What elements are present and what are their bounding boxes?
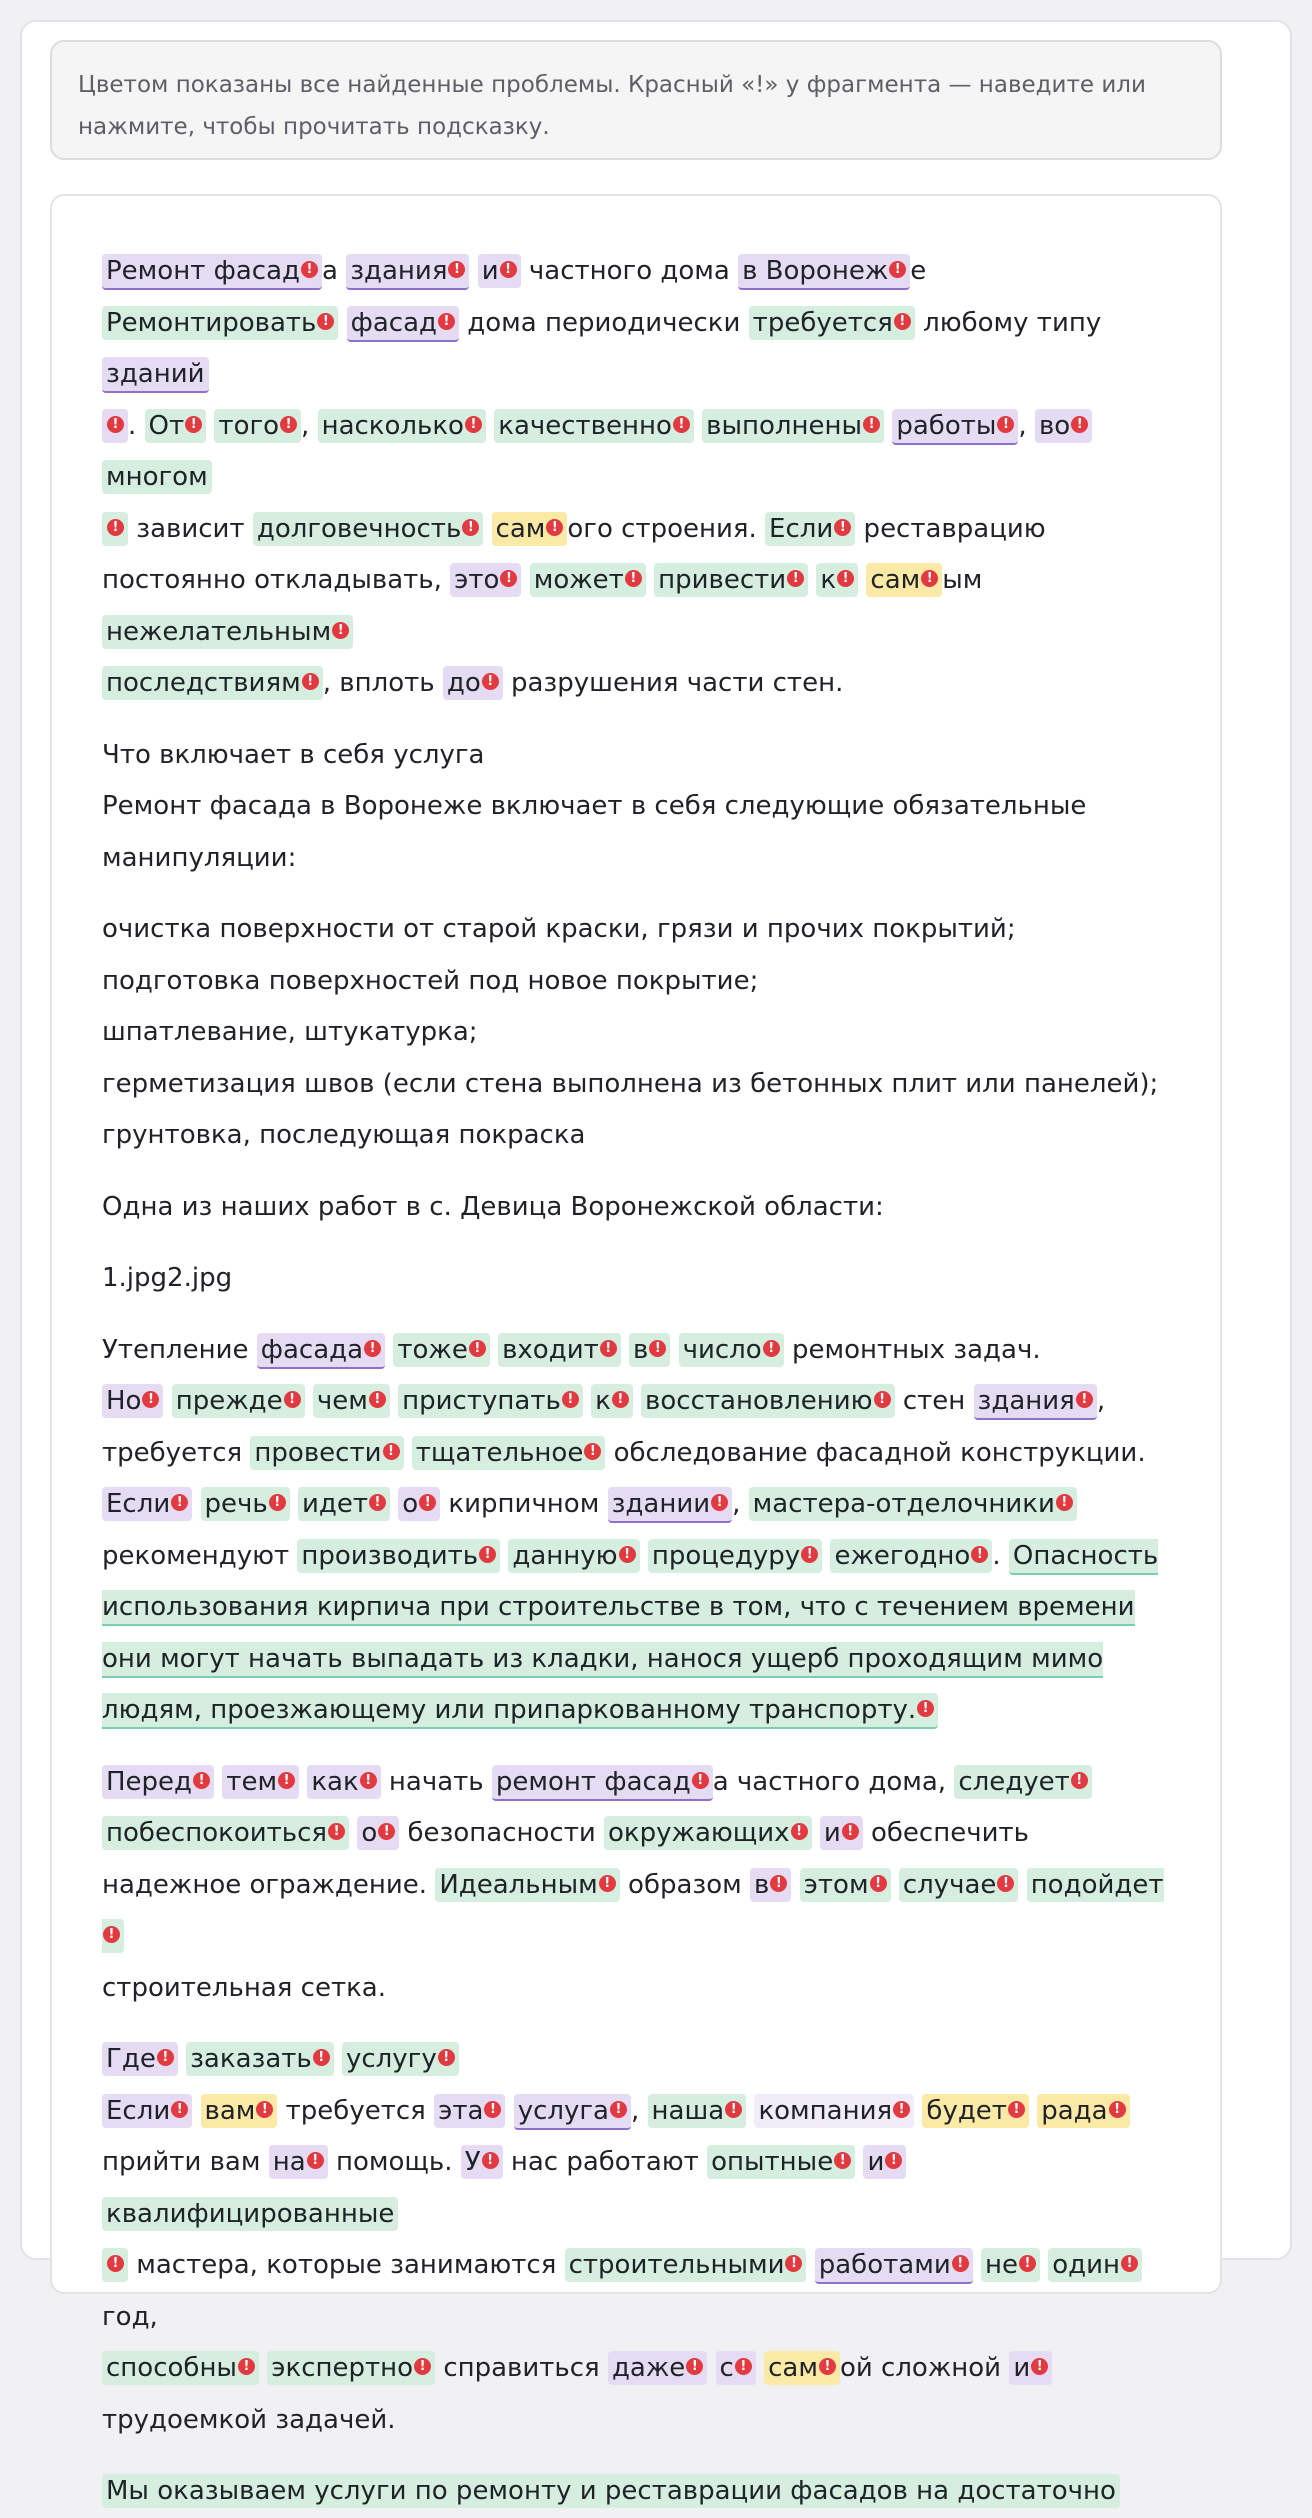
text: трудоемкой задачей. — [102, 2404, 396, 2435]
text — [338, 308, 346, 338]
issue-fragment[interactable]: последствиям ! — [102, 666, 323, 700]
issue-fragment[interactable]: здании ! — [608, 1487, 733, 1523]
issue-fragment[interactable]: здания ! — [974, 1384, 1097, 1420]
alert-marker-icon[interactable]: ! — [328, 1823, 345, 1840]
alert-marker-icon[interactable]: ! — [448, 261, 465, 278]
alert-marker-icon[interactable]: ! — [917, 1700, 934, 1717]
alert-marker-icon[interactable]: ! — [874, 1391, 891, 1408]
alert-marker-icon[interactable]: ! — [479, 1546, 496, 1563]
issue-fragment[interactable]: этом ! — [800, 1868, 891, 1902]
issue-fragment[interactable]: Если ! — [102, 1487, 192, 1521]
text: е — [910, 256, 927, 286]
alert-marker-icon[interactable]: ! — [280, 416, 297, 433]
text: нас работают — [502, 2147, 708, 2177]
alert-marker-icon[interactable]: ! — [462, 519, 479, 536]
issue-fragment[interactable]: данную ! — [508, 1539, 639, 1573]
text: ой сложной — [839, 2353, 1010, 2383]
text — [521, 565, 529, 595]
issue-fragment[interactable]: нежелательным ! — [102, 615, 353, 649]
text: начать — [380, 1766, 492, 1797]
alert-marker-icon[interactable]: ! — [103, 1926, 120, 1943]
issue-fragment[interactable]: От ! — [145, 409, 207, 443]
issue-fragment[interactable] — [102, 2248, 128, 2282]
issue-fragment[interactable]: и ! — [478, 254, 521, 288]
issue-fragment[interactable]: требуется ! — [749, 306, 915, 340]
issue-fragment[interactable]: Где ! — [102, 2042, 178, 2076]
issue-fragment[interactable]: услугу ! — [342, 2042, 459, 2076]
text: требуется — [277, 2095, 435, 2126]
text: безопасности — [399, 1818, 605, 1848]
alert-marker-icon[interactable]: ! — [1071, 1772, 1088, 1789]
alert-marker-icon[interactable]: ! — [1109, 2101, 1126, 2118]
issue-fragment[interactable]: зданий — [102, 357, 209, 393]
list-item: шпатлевание, штукатурка; — [102, 1017, 478, 1047]
alert-marker-icon[interactable]: ! — [369, 1391, 386, 1408]
issue-fragment[interactable]: Если ! — [102, 2094, 192, 2128]
paragraph-5 — [102, 2466, 1170, 2518]
alert-marker-icon[interactable]: ! — [378, 1823, 395, 1840]
alert-marker-icon[interactable]: ! — [302, 673, 319, 690]
paragraph-4: Где ! заказать ! услугу ! Если ! вам ! требуется эта ! услуга ! , наша ! компания ! будет ! рада ! прийти вам на ! помощь. У ! нас работают опытные ! и ! квалифицированные ! мастера, которые занимаются строительными ! работами ! не ! один ! год, способны ! экспертно ! справиться даже ! с ! сам ! ой сложной и ! трудоемкой задачей. — [102, 2034, 1170, 2446]
issue-fragment[interactable]: это ! — [450, 563, 521, 597]
issue-fragment[interactable]: Идеальным ! — [435, 1868, 619, 1902]
issue-fragment[interactable]: на ! — [269, 2145, 328, 2179]
alert-marker-icon[interactable]: ! — [893, 2101, 910, 2118]
issue-fragment[interactable]: наша ! — [648, 2094, 747, 2128]
alert-marker-icon[interactable]: ! — [414, 2358, 431, 2375]
issue-fragment[interactable]: идет ! — [298, 1487, 390, 1521]
alert-marker-icon[interactable]: ! — [997, 416, 1014, 433]
issue-fragment[interactable]: входит ! — [498, 1333, 621, 1367]
issue-fragment[interactable]: строительными ! — [565, 2248, 807, 2282]
alert-marker-icon[interactable]: ! — [185, 416, 202, 433]
text: а — [321, 256, 347, 286]
issue-fragment[interactable]: опытные ! — [707, 2145, 855, 2179]
alert-marker-icon[interactable]: ! — [791, 1823, 808, 1840]
alert-marker-icon[interactable]: ! — [1008, 2101, 1025, 2118]
alert-marker-icon[interactable]: ! — [313, 2049, 330, 2066]
alert-marker-icon[interactable]: ! — [465, 416, 482, 433]
alert-marker-icon[interactable]: ! — [500, 570, 517, 587]
alert-marker-icon[interactable]: ! — [419, 1494, 436, 1511]
issue-fragment[interactable]: провести ! — [250, 1436, 403, 1470]
list-item: очистка поверхности от старой краски, грязи и прочих покрытий; — [102, 914, 1016, 944]
alert-marker-icon[interactable]: ! — [1019, 2255, 1036, 2272]
alert-marker-icon[interactable]: ! — [889, 261, 906, 278]
alert-marker-icon[interactable]: ! — [438, 2049, 455, 2066]
alert-marker-icon[interactable]: ! — [278, 1772, 295, 1789]
alert-marker-icon[interactable]: ! — [819, 2358, 836, 2375]
issue-fragment[interactable]: того ! — [214, 409, 301, 443]
alert-marker-icon[interactable]: ! — [107, 416, 124, 433]
issue-fragment[interactable]: Если ! — [765, 512, 855, 546]
issue-fragment[interactable]: как ! — [307, 1765, 380, 1799]
issue-fragment[interactable]: способны ! — [102, 2351, 259, 2385]
paragraph-2: Утепление фасада ! тоже ! входит ! в ! число ! ремонтных задач. Но ! прежде ! чем ! приступать ! к ! восстановлению ! стен здания ! , требуется провести ! тщательное ! обследование фасадной конструкции. Если ! речь ! идет ! о ! кирпичном здании ! , мастера-отделочники ! рекомендуют производить ! данную ! процедуру ! ежегодно ! . Опасность использования кирпича при строительстве в том, что с течением времени они могут начать выпадать из кладки, нанося ущерб проходящим мимо людям, проезжающему или припаркованному транспорту. ! — [102, 1325, 1170, 1737]
alert-marker-icon[interactable]: ! — [1056, 1494, 1073, 1511]
services-list — [102, 904, 1170, 1162]
alert-marker-icon[interactable]: ! — [787, 570, 804, 587]
hint-text: Цветом показаны все найденные проблемы. Красный «!» у фрагмента — наведите или нажмите, чтобы прочитать подсказку. — [78, 72, 1146, 140]
issue-fragment[interactable]: сам ! — [866, 563, 942, 597]
issue-fragment[interactable] — [102, 512, 128, 546]
alert-marker-icon[interactable]: ! — [107, 2255, 124, 2272]
text: ремонтных задач. — [783, 1334, 1041, 1365]
alert-marker-icon[interactable]: ! — [894, 313, 911, 330]
alert-marker-icon[interactable]: ! — [952, 2255, 969, 2272]
issue-fragment[interactable]: речь ! — [201, 1487, 290, 1521]
alert-marker-icon[interactable]: ! — [834, 519, 851, 536]
alert-marker-icon[interactable]: ! — [284, 1391, 301, 1408]
text: год, — [102, 2301, 158, 2332]
text: прийти вам — [102, 2147, 269, 2177]
text: частного дома — [520, 256, 739, 286]
issue-fragment[interactable]: Мы оказываем услуги по ремонту и реставрации фасадов на достаточно — [102, 2474, 1120, 2508]
alert-marker-icon[interactable]: ! — [383, 1443, 400, 1460]
issue-fragment[interactable]: ежегодно ! — [830, 1539, 992, 1573]
issue-fragment[interactable]: выполнены ! — [702, 409, 884, 443]
issue-fragment[interactable]: Ремонтировать ! — [102, 306, 338, 340]
alert-marker-icon[interactable]: ! — [546, 519, 563, 536]
alert-marker-icon[interactable]: ! — [438, 313, 455, 330]
text: . — [128, 410, 145, 441]
paragraph-1 — [102, 246, 1170, 710]
alert-marker-icon[interactable]: ! — [612, 1391, 629, 1408]
text: требуется — [102, 1437, 251, 1468]
alert-marker-icon[interactable]: ! — [600, 1340, 617, 1357]
issue-fragment[interactable]: экспертно ! — [267, 2351, 435, 2385]
issue-fragment[interactable]: ремонт фасад ! — [492, 1765, 713, 1801]
alert-marker-icon[interactable]: ! — [171, 1494, 188, 1511]
text: кирпичном — [440, 1489, 608, 1519]
issue-fragment[interactable]: прежде ! — [172, 1384, 305, 1418]
alert-marker-icon[interactable]: ! — [1121, 2255, 1138, 2272]
issue-fragment[interactable]: о ! — [398, 1487, 440, 1521]
text: ым — [942, 565, 983, 595]
alert-marker-icon[interactable]: ! — [997, 1875, 1014, 1892]
alert-marker-icon[interactable]: ! — [332, 622, 349, 639]
issue-fragment[interactable]: сам ! — [764, 2351, 840, 2385]
issue-fragment[interactable]: в ! — [629, 1333, 670, 1367]
text: , — [301, 410, 318, 441]
issue-fragment[interactable]: до ! — [443, 666, 503, 700]
issue-fragment[interactable]: здания ! — [346, 254, 469, 290]
issue-fragment[interactable]: многом — [102, 460, 212, 494]
alert-marker-icon[interactable]: ! — [686, 2358, 703, 2375]
issue-fragment[interactable]: сам ! — [492, 512, 568, 546]
list-item: подготовка поверхностей под новое покрытие; — [102, 965, 759, 996]
alert-marker-icon[interactable]: ! — [801, 1546, 818, 1563]
alert-marker-icon[interactable]: ! — [482, 2152, 499, 2169]
issue-fragment[interactable]: компания ! — [754, 2094, 914, 2128]
text: , — [1096, 1386, 1106, 1416]
text: любому типу — [914, 307, 1102, 338]
alert-marker-icon[interactable]: ! — [364, 1340, 381, 1357]
text: зависит — [128, 513, 253, 544]
alert-marker-icon[interactable]: ! — [500, 261, 517, 278]
issue-fragment[interactable]: Но ! — [102, 1384, 163, 1418]
issue-fragment[interactable]: и ! — [820, 1816, 863, 1850]
alert-marker-icon[interactable]: ! — [1076, 1391, 1093, 1408]
alert-marker-icon[interactable]: ! — [711, 1494, 728, 1511]
alert-marker-icon[interactable]: ! — [692, 1772, 709, 1789]
issue-fragment[interactable]: подойдет! — [102, 1868, 1164, 1954]
text — [469, 256, 477, 286]
alert-marker-icon[interactable]: ! — [107, 519, 124, 536]
list-item: грунтовка, последующая покраска — [102, 1120, 586, 1150]
text: обследование фасадной конструкции. — [605, 1437, 1146, 1468]
issue-fragment[interactable]: даже ! — [608, 2351, 707, 2385]
alert-marker-icon[interactable]: ! — [770, 1875, 787, 1892]
issue-fragment[interactable]: Опасность использования кирпича при строительстве в том, что с течением времени они могут начать выпадать из кладки, нанося ущерб проходящим мимо людям, проезжающему или припаркованному транспорту. ! — [102, 1539, 1158, 1730]
issue-fragment[interactable]: Перед ! — [102, 1765, 214, 1799]
issue-fragment[interactable]: во ! — [1035, 409, 1092, 443]
alert-marker-icon[interactable]: ! — [599, 1875, 616, 1892]
text: Утепление — [102, 1334, 257, 1365]
issue-fragment[interactable]: Ремонт фасад ! — [102, 254, 322, 290]
issue-fragment[interactable]: насколько ! — [318, 409, 486, 443]
alert-marker-icon[interactable]: ! — [971, 1546, 988, 1563]
text: помощь. — [327, 2147, 461, 2177]
text: дома периодически — [459, 307, 749, 338]
alert-marker-icon[interactable]: ! — [610, 2101, 627, 2118]
text: строительная сетка. — [102, 1972, 387, 2003]
issue-fragment[interactable]: чем ! — [313, 1384, 390, 1418]
alert-marker-icon[interactable]: ! — [785, 2255, 802, 2272]
alert-marker-icon[interactable]: ! — [625, 570, 642, 587]
alert-marker-icon[interactable]: ! — [142, 1391, 159, 1408]
issue-fragment[interactable]: приступать ! — [398, 1384, 583, 1418]
alert-marker-icon[interactable]: ! — [837, 570, 854, 587]
issue-fragment[interactable]: восстановлению ! — [641, 1384, 895, 1418]
section-what-included — [102, 730, 1170, 885]
alert-marker-icon[interactable]: ! — [842, 1823, 859, 1840]
text: ого строения. — [567, 513, 766, 544]
issue-fragment[interactable]: будет ! — [922, 2094, 1029, 2128]
text — [646, 565, 654, 595]
issue-fragment[interactable]: и ! — [1009, 2351, 1052, 2385]
text: реставрацию постоянно откладывать, — [102, 513, 1046, 595]
text — [486, 411, 494, 441]
issue-fragment[interactable]: с ! — [716, 2351, 756, 2385]
issue-fragment[interactable]: может ! — [530, 563, 646, 597]
text — [694, 411, 702, 441]
issue-fragment[interactable]: тем ! — [222, 1765, 299, 1799]
issue-fragment[interactable]: У ! — [461, 2145, 503, 2179]
alert-marker-icon[interactable]: ! — [649, 1340, 666, 1357]
issue-fragment[interactable]: следует ! — [954, 1765, 1091, 1799]
alert-marker-icon[interactable]: ! — [193, 1772, 210, 1789]
alert-marker-icon[interactable]: ! — [484, 2101, 501, 2118]
issue-fragment[interactable]: к ! — [816, 563, 858, 597]
hint-box — [50, 40, 1222, 160]
issue-fragment[interactable]: эта ! — [434, 2094, 505, 2128]
alert-marker-icon[interactable]: ! — [360, 1772, 377, 1789]
alert-marker-icon[interactable]: ! — [763, 1340, 780, 1357]
example-caption: Одна из наших работ в с. Девица Воронежской области: — [102, 1191, 884, 1222]
text: справиться — [435, 2353, 608, 2383]
text: , — [1018, 410, 1035, 441]
alert-marker-icon[interactable]: ! — [673, 416, 690, 433]
issue-fragment[interactable]: работами ! — [815, 2248, 973, 2284]
text: , вплоть — [322, 668, 443, 698]
issue-fragment[interactable]: случае ! — [899, 1868, 1019, 1902]
issue-fragment[interactable]: заказать ! — [186, 2042, 334, 2076]
text — [483, 514, 491, 544]
alert-marker-icon[interactable]: ! — [1031, 2358, 1048, 2375]
issue-fragment[interactable]: и ! — [863, 2145, 906, 2179]
text: образом — [619, 1869, 751, 1900]
subheading: Что включает в себя услуга — [102, 739, 485, 770]
alert-marker-icon[interactable]: ! — [171, 2101, 188, 2118]
text: а частного дома, — [712, 1766, 955, 1797]
alert-marker-icon[interactable]: ! — [725, 2101, 742, 2118]
issue-fragment[interactable]: услуга ! — [514, 2094, 631, 2130]
alert-marker-icon[interactable]: ! — [619, 1546, 636, 1563]
issue-fragment[interactable]: работы ! — [892, 409, 1018, 445]
issue-fragment[interactable] — [102, 409, 128, 443]
image-filenames: 1.jpg2.jpg — [102, 1263, 233, 1293]
issue-fragment[interactable]: в Воронеж ! — [738, 254, 910, 290]
alert-marker-icon[interactable]: ! — [834, 2152, 851, 2169]
alert-marker-icon[interactable]: ! — [584, 1443, 601, 1460]
alert-marker-icon[interactable]: ! — [369, 1494, 386, 1511]
alert-marker-icon[interactable]: ! — [157, 2049, 174, 2066]
alert-marker-icon[interactable]: ! — [735, 2358, 752, 2375]
alert-marker-icon[interactable]: ! — [863, 416, 880, 433]
issue-fragment[interactable]: процедуру ! — [648, 1539, 822, 1573]
alert-marker-icon[interactable]: ! — [482, 673, 499, 690]
issue-fragment[interactable]: долговечность ! — [253, 512, 483, 546]
alert-marker-icon[interactable]: ! — [307, 2152, 324, 2169]
issue-fragment[interactable]: к ! — [591, 1384, 633, 1418]
alert-marker-icon[interactable]: ! — [469, 1340, 486, 1357]
paragraph: Ремонт фасада в Воронеже включает в себя следующие обязательные манипуляции: — [102, 791, 1087, 873]
issue-fragment[interactable]: тоже ! — [393, 1333, 489, 1367]
alert-marker-icon[interactable]: ! — [269, 1494, 286, 1511]
text: рекомендуют — [102, 1540, 298, 1571]
issue-fragment[interactable]: тщательное ! — [412, 1436, 606, 1470]
issue-fragment[interactable]: производить ! — [297, 1539, 500, 1573]
issue-fragment[interactable]: окружающих ! — [604, 1816, 812, 1850]
issue-fragment[interactable]: один ! — [1048, 2248, 1142, 2282]
paragraph-3 — [102, 1757, 1170, 2015]
text-panel — [50, 194, 1222, 2506]
issue-fragment[interactable]: побеспокоиться ! — [102, 1816, 349, 1850]
issue-fragment[interactable]: фасад ! — [347, 306, 459, 342]
alert-marker-icon[interactable]: ! — [317, 313, 334, 330]
list-item: герметизация швов (если стена выполнена из бетонных плит или панелей); — [102, 1068, 1159, 1099]
issue-fragment[interactable]: число ! — [679, 1333, 784, 1367]
issue-fragment[interactable]: фасада ! — [257, 1333, 385, 1369]
issue-fragment[interactable]: вам ! — [201, 2094, 278, 2128]
alert-marker-icon[interactable]: ! — [885, 2152, 902, 2169]
issue-fragment[interactable]: квалифицированные — [102, 2197, 398, 2231]
issue-fragment[interactable]: привести ! — [654, 563, 808, 597]
issue-fragment[interactable]: рада ! — [1037, 2094, 1129, 2128]
alert-marker-icon[interactable]: ! — [1071, 416, 1088, 433]
text: обеспечить надежное ограждение. — [102, 1818, 1029, 1900]
issue-fragment[interactable]: не ! — [981, 2248, 1040, 2282]
issue-fragment[interactable]: качественно ! — [494, 409, 694, 443]
alert-marker-icon[interactable]: ! — [238, 2358, 255, 2375]
issue-fragment[interactable]: мастера-отделочники ! — [749, 1487, 1077, 1521]
text: разрушения части стен. — [502, 668, 844, 698]
text: стен — [894, 1386, 974, 1416]
alert-marker-icon[interactable]: ! — [870, 1875, 887, 1892]
alert-marker-icon[interactable]: ! — [562, 1391, 579, 1408]
alert-marker-icon[interactable]: ! — [921, 570, 938, 587]
issue-fragment[interactable]: в ! — [750, 1868, 791, 1902]
text: мастера, которые занимаются — [128, 2250, 565, 2280]
alert-marker-icon[interactable]: ! — [301, 261, 318, 278]
alert-marker-icon[interactable]: ! — [256, 2101, 273, 2118]
issue-fragment[interactable]: о ! — [357, 1816, 399, 1850]
